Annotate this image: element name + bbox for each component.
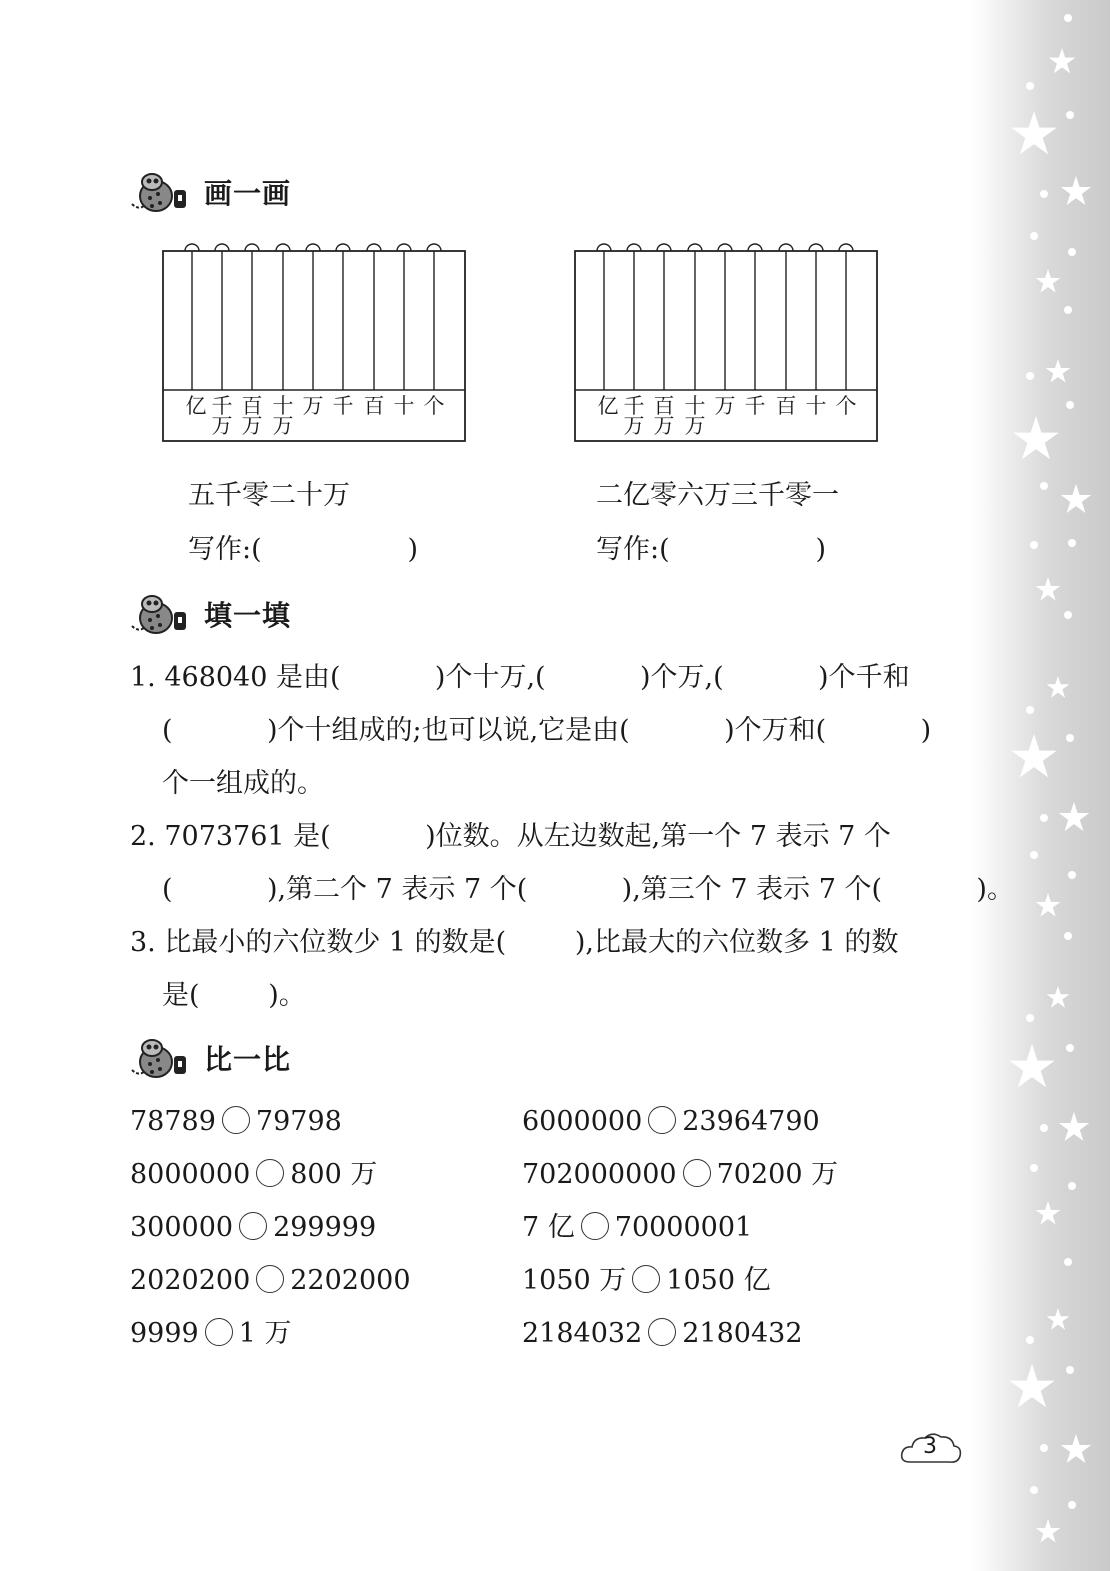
comparison-left-value: 78789 bbox=[130, 1106, 216, 1137]
place-label: 十 万 bbox=[272, 394, 294, 438]
comparison-left-value: 300000 bbox=[130, 1212, 234, 1243]
star-pattern-icon bbox=[972, 0, 1110, 1571]
comparison-circle[interactable] bbox=[581, 1212, 609, 1240]
comparison-row bbox=[522, 1316, 803, 1352]
comparison-left-value: 8000000 bbox=[130, 1159, 251, 1190]
comparison-circle[interactable] bbox=[256, 1159, 284, 1187]
comparison-circle[interactable] bbox=[205, 1318, 233, 1346]
abacus-right bbox=[574, 238, 880, 444]
comparison-row bbox=[130, 1104, 342, 1140]
comparison-right-value: 70200 万 bbox=[716, 1159, 839, 1190]
number-words-left: 五千零二十万 bbox=[188, 480, 350, 511]
comparison-row bbox=[522, 1157, 838, 1193]
question-1-line-3: 个一组成的。 bbox=[162, 768, 324, 799]
comparison-circle[interactable] bbox=[632, 1265, 660, 1293]
comparison-row bbox=[130, 1316, 291, 1352]
comparison-right-value: 1050 亿 bbox=[666, 1265, 771, 1296]
comparison-circle[interactable] bbox=[683, 1159, 711, 1187]
comparison-right-value: 70000001 bbox=[614, 1212, 753, 1243]
place-label: 千 bbox=[332, 394, 354, 418]
page-number-badge bbox=[898, 1428, 964, 1472]
comparison-right-value: 23964790 bbox=[682, 1106, 820, 1137]
section-title: 比一比 bbox=[204, 1043, 292, 1076]
place-label: 千 万 bbox=[211, 394, 233, 438]
number-words-right: 二亿零六万三千零一 bbox=[596, 480, 839, 511]
comparison-circle[interactable] bbox=[222, 1106, 250, 1134]
question-1-line-1: 1. 468040 是由( )个十万,( )个万,( )个千和 bbox=[130, 662, 910, 693]
page-number: 3 bbox=[923, 1434, 937, 1459]
place-label: 个 bbox=[423, 394, 445, 418]
place-label: 十 bbox=[393, 394, 415, 418]
comparison-circle[interactable] bbox=[648, 1318, 676, 1346]
place-label: 十 万 bbox=[684, 394, 706, 438]
comparison-right-value: 299999 bbox=[273, 1212, 377, 1243]
comparison-left-value: 2020200 bbox=[130, 1265, 251, 1296]
comparison-right-value: 79798 bbox=[255, 1106, 342, 1137]
mascot-icon bbox=[130, 170, 196, 216]
place-label: 万 bbox=[714, 394, 736, 418]
question-3-line-2: 是( )。 bbox=[162, 980, 306, 1011]
comparison-row bbox=[130, 1157, 377, 1193]
comparison-right-value: 800 万 bbox=[290, 1159, 378, 1190]
comparison-left-value: 702000000 bbox=[522, 1159, 677, 1190]
comparison-right-value: 2202000 bbox=[290, 1265, 411, 1296]
place-label: 个 bbox=[835, 394, 857, 418]
place-label: 百 万 bbox=[653, 394, 675, 438]
comparison-left-value: 6000000 bbox=[522, 1106, 643, 1137]
place-label: 千 bbox=[744, 394, 766, 418]
write-answer-right[interactable]: 写作:( ) bbox=[596, 534, 827, 565]
place-label: 千 万 bbox=[623, 394, 645, 438]
question-3-line-1: 3. 比最小的六位数少 1 的数是( ),比最大的六位数多 1 的数 bbox=[130, 927, 899, 958]
comparison-row bbox=[130, 1210, 376, 1246]
comparison-left-value: 9999 bbox=[130, 1318, 199, 1349]
place-label: 亿 bbox=[185, 394, 207, 418]
comparison-row bbox=[130, 1263, 411, 1299]
place-label: 百 bbox=[363, 394, 385, 418]
comparison-circle[interactable] bbox=[648, 1106, 676, 1134]
section-title: 画一画 bbox=[204, 177, 292, 210]
comparison-right-value: 1 万 bbox=[238, 1318, 292, 1349]
place-label: 百 bbox=[775, 394, 797, 418]
comparison-row bbox=[522, 1210, 752, 1246]
comparison-right-value: 2180432 bbox=[682, 1318, 803, 1349]
decorative-star-band bbox=[972, 0, 1110, 1571]
place-label: 万 bbox=[302, 394, 324, 418]
comparison-row bbox=[522, 1104, 820, 1140]
place-label: 亿 bbox=[597, 394, 619, 418]
question-2-line-1: 2. 7073761 是( )位数。从左边数起,第一个 7 表示 7 个 bbox=[130, 821, 891, 852]
comparison-row bbox=[522, 1263, 771, 1299]
comparison-left-value: 1050 万 bbox=[522, 1265, 627, 1296]
question-2-line-2: ( ),第二个 7 表示 7 个( ),第三个 7 表示 7 个( )。 bbox=[162, 874, 1014, 905]
place-label: 十 bbox=[805, 394, 827, 418]
mascot-icon bbox=[130, 1036, 196, 1082]
place-label: 百 万 bbox=[241, 394, 263, 438]
mascot-icon bbox=[130, 592, 196, 638]
comparison-circle[interactable] bbox=[256, 1265, 284, 1293]
write-answer-left[interactable]: 写作:( ) bbox=[188, 534, 419, 565]
comparison-left-value: 2184032 bbox=[522, 1318, 643, 1349]
comparison-circle[interactable] bbox=[239, 1212, 267, 1240]
abacus-left bbox=[162, 238, 468, 444]
comparison-left-value: 7 亿 bbox=[522, 1212, 575, 1243]
section-title: 填一填 bbox=[204, 599, 292, 632]
question-1-line-2: ( )个十组成的;也可以说,它是由( )个万和( ) bbox=[162, 715, 932, 746]
